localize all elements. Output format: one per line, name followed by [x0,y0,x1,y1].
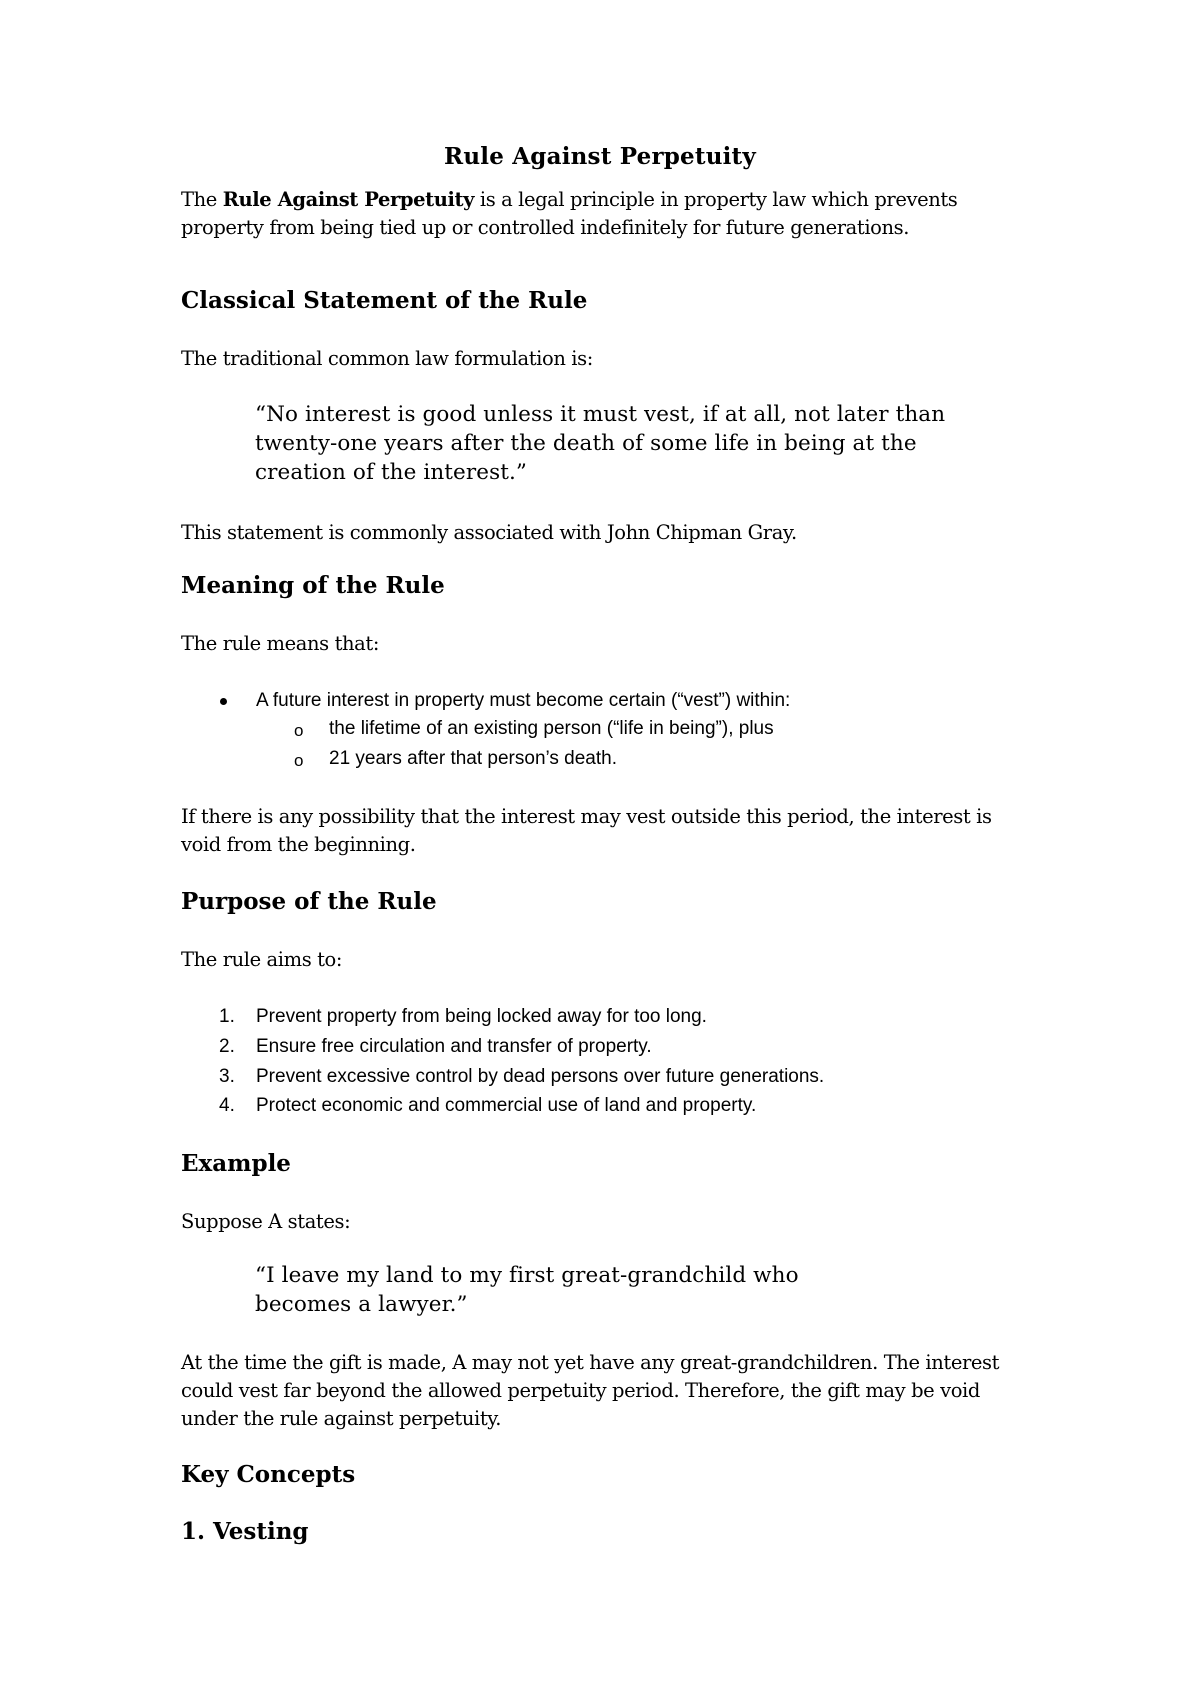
meaning-lead: The rule means that: [181,632,380,655]
purpose-num-3: 3. [219,1066,235,1087]
vesting-heading: 1. Vesting [181,1518,309,1545]
intro-paragraph [181,186,1031,242]
purpose-num-2: 2. [219,1036,235,1057]
purpose-item-3: Prevent excessive control by dead persons over future generations. [256,1066,825,1087]
purpose-lead: The rule aims to: [181,948,343,971]
meaning-heading: Meaning of the Rule [181,572,445,599]
purpose-num-1: 1. [219,1006,235,1027]
sub-item-1: the lifetime of an existing person (“life in being”), plus [329,718,774,739]
example-quote: “I leave my land to my first great-grandchild who becomes a lawyer.” [255,1263,799,1317]
purpose-heading: Purpose of the Rule [181,888,437,915]
sub-marker-1: o [294,721,304,740]
sub-marker-2: o [294,751,304,770]
intro-suffix: is a legal principle in property law which prevents property from being tied up or controlled indefinitely for future generations. [181,188,958,239]
bullet-marker [220,698,227,705]
classical-heading: Classical Statement of the Rule [181,287,588,314]
purpose-item-4: Protect economic and commercial use of land and property. [256,1095,757,1116]
example-lead: Suppose A states: [181,1210,351,1233]
meaning-conclusion: If there is any possibility that the interest may vest outside this period, the interest is void from the beginning. [181,805,992,856]
intro-prefix: The [181,188,223,211]
example-explanation: At the time the gift is made, A may not yet have any great-grandchildren. The interest could vest far beyond the allowed perpetuity period. Therefore, the gift may be void under the rule against perpetuity. [181,1351,1000,1430]
meaning-bullet: A future interest in property must become certain (“vest”) within: [256,690,791,711]
purpose-item-2: Ensure free circulation and transfer of property. [256,1036,652,1057]
sub-item-2: 21 years after that person’s death. [329,748,617,769]
classical-attribution: This statement is commonly associated with John Chipman Gray. [181,521,797,544]
key-concepts-heading: Key Concepts [181,1461,356,1488]
intro-bold-term: Rule Against Perpetuity [222,188,475,211]
classical-quote: “No interest is good unless it must vest, if at all, not later than twenty-one years after the death of some life in being at the creation of the interest.” [255,402,946,485]
page-title: Rule Against Perpetuity [444,143,756,170]
purpose-num-4: 4. [219,1095,235,1116]
example-heading: Example [181,1150,291,1177]
classical-lead: The traditional common law formulation is: [181,347,593,370]
purpose-item-1: Prevent property from being locked away for too long. [256,1006,707,1027]
